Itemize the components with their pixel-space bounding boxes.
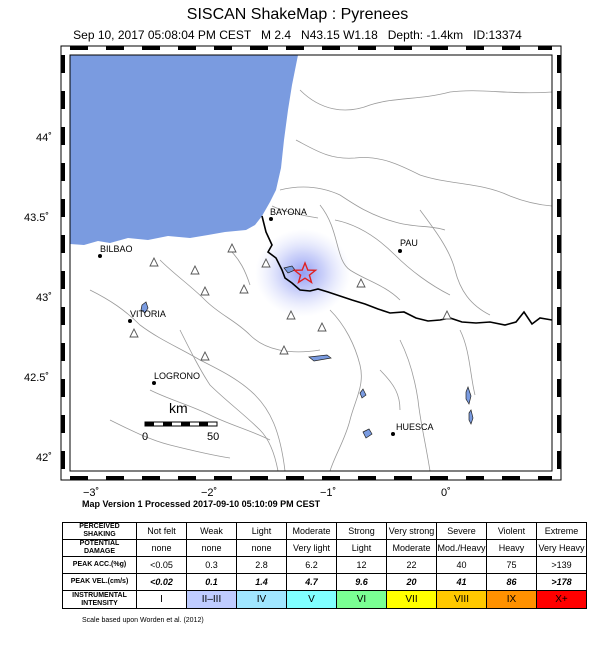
event-subtitle: Sep 10, 2017 05:08:04 PM CEST M 2.4 N43.15 W1.18 Depth: -1.4km ID:13374 (73, 28, 522, 42)
legend-row-label: INTENSITY (81, 599, 118, 607)
latitude-ticks (24, 132, 52, 464)
city-label-bilbao: BILBAO (100, 244, 133, 254)
legend-cell: 22 (387, 557, 437, 574)
legend-row-label: INSTRUMENTAL (72, 591, 127, 599)
legend-cell: 1.4 (237, 574, 287, 591)
scale-bar (145, 422, 217, 426)
legend-cell: 6.2 (287, 557, 337, 574)
legend-row-label: PERCEIVED (79, 523, 120, 530)
lon-tick-label: −3˚ (83, 487, 100, 499)
legend-cell: Very Heavy (537, 540, 587, 557)
legend-cell: Very light (287, 540, 337, 557)
legend-cell: 0.3 (187, 557, 237, 574)
lat-tick-label: 44˚ (36, 132, 52, 144)
legend-cell: none (187, 540, 237, 557)
legend-row-intensity (63, 591, 587, 609)
city-dot-huesca (391, 432, 395, 436)
legend-row-damage (63, 540, 587, 557)
legend-cell: 40 (437, 557, 487, 574)
intensity-legend (62, 522, 587, 609)
legend-cell: Weak (187, 523, 237, 540)
legend-cell: 4.7 (287, 574, 337, 591)
intensity-swatch: VI (337, 591, 387, 609)
legend-cell: 41 (437, 574, 487, 591)
legend-cell: 75 (487, 557, 537, 574)
city-dot-logrono (152, 381, 156, 385)
legend-cell: Light (237, 523, 287, 540)
legend-row-label: DAMAGE (83, 548, 116, 555)
intensity-swatch: X+ (537, 591, 587, 609)
legend-cell: 12 (337, 557, 387, 574)
city-dot-vitoria (128, 319, 132, 323)
legend-cell: <0.02 (137, 574, 187, 591)
city-label-vitoria: VITORIA (130, 309, 166, 319)
lat-tick-label: 43.5˚ (24, 212, 50, 224)
legend-cell: Extreme (537, 523, 587, 540)
lat-tick-label: 43˚ (36, 292, 52, 304)
map-title: SISCAN ShakeMap : Pyrenees (186, 6, 409, 23)
legend-cell: Very strong (387, 523, 437, 540)
legend-row-vel (63, 574, 587, 591)
legend-cell: Not felt (137, 523, 187, 540)
legend-row-acc (63, 557, 587, 574)
lon-tick-label: −1˚ (320, 487, 337, 499)
legend-cell: Mod./Heavy (437, 540, 487, 557)
legend-cell: none (137, 540, 187, 557)
scale-note: Scale based upon Worden et al. (2012) (82, 617, 204, 624)
legend-cell: Strong (337, 523, 387, 540)
legend-cell: Violent (487, 523, 537, 540)
legend-row-label: PEAK VEL.(cm/s) (63, 574, 137, 591)
legend-cell: none (237, 540, 287, 557)
legend-cell: 2.8 (237, 557, 287, 574)
legend-row-label: POTENTIAL (79, 540, 120, 547)
intensity-swatch: I (137, 591, 187, 609)
legend-cell: <0.05 (137, 557, 187, 574)
city-dot-bilbao (98, 254, 102, 258)
city-label-bayona: BAYONA (270, 207, 307, 217)
city-dot-pau (398, 249, 402, 253)
legend-row-label: PEAK ACC.(%g) (63, 557, 137, 574)
legend-cell: 9.6 (337, 574, 387, 591)
city-dot-bayona (269, 217, 273, 221)
legend-row-shaking (63, 523, 587, 540)
lon-tick-label: 0˚ (441, 487, 451, 499)
legend-cell: >139 (537, 557, 587, 574)
legend-cell: 20 (387, 574, 437, 591)
legend-cell: Severe (437, 523, 487, 540)
lat-tick-label: 42˚ (36, 452, 52, 464)
scale-bar-end: 50 (207, 431, 220, 443)
legend-cell: Moderate (387, 540, 437, 557)
legend-cell: 86 (487, 574, 537, 591)
legend-cell: Moderate (287, 523, 337, 540)
legend-row-label: SHAKING (83, 531, 116, 538)
legend-cell: >178 (537, 574, 587, 591)
legend-cell: Heavy (487, 540, 537, 557)
lon-tick-label: −2˚ (201, 487, 218, 499)
intensity-swatch: VIII (437, 591, 487, 609)
intensity-swatch: V (287, 591, 337, 609)
longitude-ticks (83, 487, 451, 499)
lat-tick-label: 42.5˚ (24, 372, 50, 384)
scale-bar-start: 0 (142, 431, 149, 443)
city-label-logrono: LOGRONO (154, 371, 201, 381)
legend-cell: 0.1 (187, 574, 237, 591)
intensity-swatch: IX (487, 591, 537, 609)
processed-note: Map Version 1 Processed 2017-09-10 05:10:09 PM CEST (82, 499, 321, 509)
legend-cell: Light (337, 540, 387, 557)
intensity-swatch: II–III (187, 591, 237, 609)
intensity-swatch: IV (237, 591, 287, 609)
city-label-pau: PAU (400, 238, 418, 248)
city-label-huesca: HUESCA (396, 422, 434, 432)
intensity-swatch: VII (387, 591, 437, 609)
scale-bar-unit: km (169, 400, 188, 416)
